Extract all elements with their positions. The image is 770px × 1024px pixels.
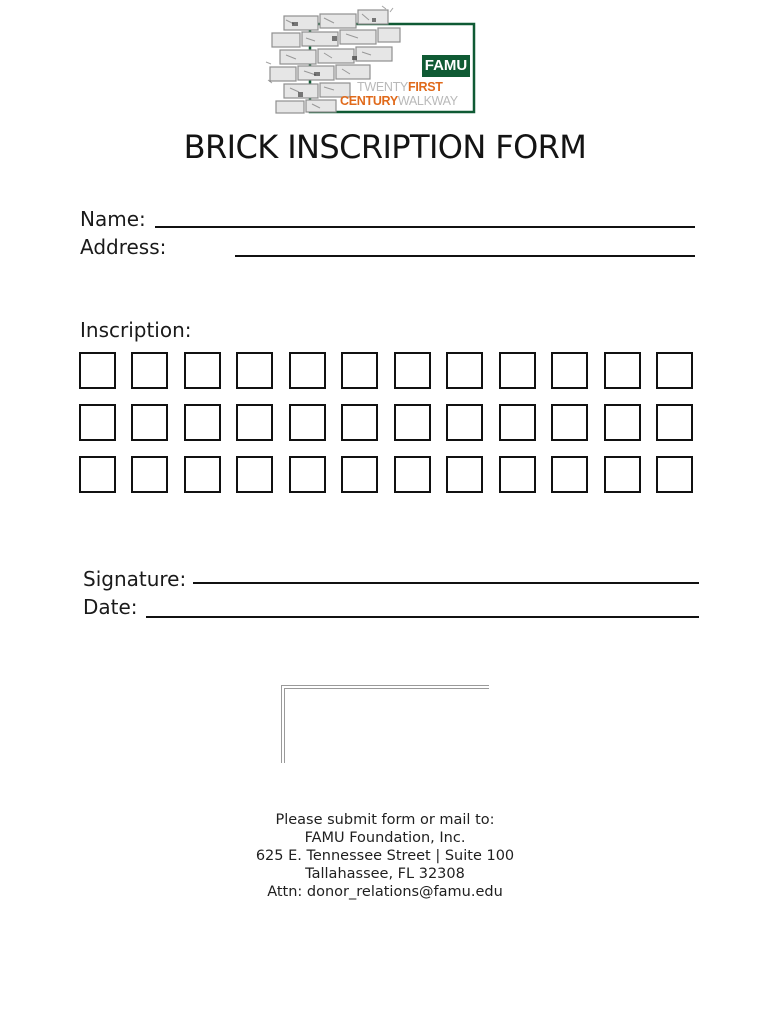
logo-line-2 <box>340 94 458 108</box>
inscription-char-box[interactable] <box>236 404 273 441</box>
famu-badge: FAMU <box>422 55 470 77</box>
inscription-char-box[interactable] <box>79 456 116 493</box>
logo-word-century: CENTURY <box>340 94 398 108</box>
footer-city: Tallahassee, FL 32308 <box>305 866 465 882</box>
inscription-char-box[interactable] <box>604 352 641 389</box>
inscription-char-box[interactable] <box>341 456 378 493</box>
inscription-char-box[interactable] <box>289 352 326 389</box>
inscription-char-box[interactable] <box>394 352 431 389</box>
footer-street: 625 E. Tennessee Street | Suite 100 <box>255 848 515 864</box>
date-field[interactable] <box>146 616 699 618</box>
famu-walkway-logo <box>262 2 480 118</box>
stamp-placeholder <box>281 685 489 763</box>
footer-instruction: Please submit form or mail to: <box>275 812 495 828</box>
inscription-row <box>79 352 693 389</box>
footer-organization: FAMU Foundation, Inc. <box>304 830 466 846</box>
date-label: Date: <box>83 595 138 619</box>
inscription-char-box[interactable] <box>394 404 431 441</box>
inscription-grid <box>79 352 693 508</box>
inscription-char-box[interactable] <box>79 404 116 441</box>
inscription-char-box[interactable] <box>604 404 641 441</box>
inscription-char-box[interactable] <box>551 456 588 493</box>
inscription-char-box[interactable] <box>131 404 168 441</box>
inscription-char-box[interactable] <box>184 456 221 493</box>
name-label: Name: <box>80 207 146 231</box>
inscription-char-box[interactable] <box>394 456 431 493</box>
inscription-char-box[interactable] <box>446 456 483 493</box>
inscription-label: Inscription: <box>80 318 192 342</box>
inscription-char-box[interactable] <box>236 456 273 493</box>
address-label: Address: <box>80 235 167 259</box>
inscription-char-box[interactable] <box>499 456 536 493</box>
inscription-char-box[interactable] <box>131 456 168 493</box>
signature-label: Signature: <box>83 567 187 591</box>
logo-word-walkway: WALKWAY <box>397 94 458 108</box>
inscription-char-box[interactable] <box>289 404 326 441</box>
inscription-char-box[interactable] <box>551 352 588 389</box>
inscription-row <box>79 456 693 493</box>
inscription-char-box[interactable] <box>184 352 221 389</box>
inscription-char-box[interactable] <box>499 404 536 441</box>
inscription-char-box[interactable] <box>131 352 168 389</box>
inscription-char-box[interactable] <box>341 404 378 441</box>
inscription-char-box[interactable] <box>289 456 326 493</box>
name-field[interactable] <box>155 226 695 228</box>
inscription-char-box[interactable] <box>656 456 693 493</box>
inscription-char-box[interactable] <box>656 352 693 389</box>
logo-word-first: FIRST <box>407 80 443 94</box>
inscription-row <box>79 404 693 441</box>
logo-word-twenty: TWENTY <box>357 80 408 94</box>
inscription-char-box[interactable] <box>79 352 116 389</box>
inscription-char-box[interactable] <box>184 404 221 441</box>
signature-field[interactable] <box>193 582 699 584</box>
inscription-char-box[interactable] <box>446 404 483 441</box>
inscription-char-box[interactable] <box>656 404 693 441</box>
inscription-char-box[interactable] <box>604 456 641 493</box>
form-title: BRICK INSCRIPTION FORM <box>183 128 587 166</box>
inscription-char-box[interactable] <box>236 352 273 389</box>
logo-line-1 <box>357 80 443 94</box>
inscription-char-box[interactable] <box>341 352 378 389</box>
footer-attention: Attn: donor_relations@famu.edu <box>267 884 503 900</box>
inscription-char-box[interactable] <box>499 352 536 389</box>
inscription-char-box[interactable] <box>551 404 588 441</box>
mailing-instructions <box>0 811 770 901</box>
inscription-char-box[interactable] <box>446 352 483 389</box>
address-field[interactable] <box>235 255 695 257</box>
